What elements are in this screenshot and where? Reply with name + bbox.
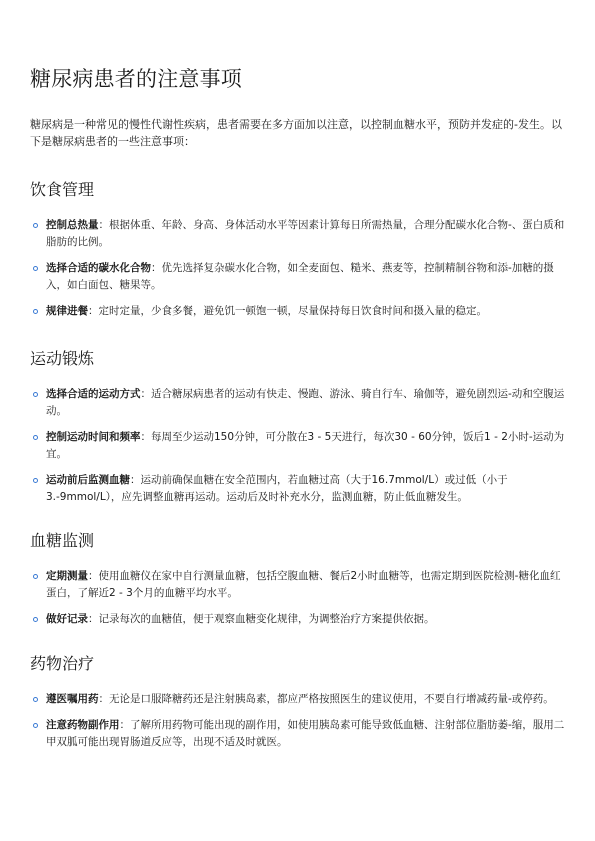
- list-item: [30, 386, 565, 420]
- section-heading-diet: 饮食管理: [30, 180, 95, 199]
- item-label: 选择合适的碳水化合物: [46, 262, 151, 274]
- list-glucose-monitoring: [30, 568, 565, 628]
- section-medication: [30, 654, 565, 751]
- list-item: [30, 717, 565, 751]
- intro-paragraph: 糖尿病是一种常见的慢性代谢性疾病，患者需要在多方面加以注意，以控制血糖水平，预防并发症的-发生。以下是糖尿病患者的一些注意事项：: [30, 118, 562, 148]
- list-item: [30, 217, 565, 251]
- item-label: 选择合适的运动方式: [46, 388, 141, 400]
- item-label: 规律进餐: [46, 305, 88, 317]
- item-label: 遵医嘱用药: [46, 693, 99, 705]
- item-text: ：每周至少运动150分钟，可分散在3 - 5天进行，每次30 - 60分钟，饭后1 - 2小时-运动为宜。: [46, 431, 565, 460]
- list-item: [30, 303, 565, 320]
- item-text: ：运动前确保血糖在安全范围内，若血糖过高（大于16.7mmol/L）或过低（小于3.-9mmol/L），应先调整血糖再运动。运动后及时补充水分，监测血糖，防止低血糖发生。: [46, 474, 508, 503]
- list-exercise: [30, 386, 565, 506]
- item-label: 做好记录: [46, 613, 88, 625]
- list-diet: [30, 217, 565, 320]
- item-text: ：使用血糖仪在家中自行测量血糖，包括空腹血糖、餐后2小时血糖等，也需定期到医院检测-糖化血红蛋白，了解近2 - 3个月的血糖平均水平。: [46, 570, 561, 599]
- item-text: ：优先选择复杂碳水化合物，如全麦面包、糙米、燕麦等，控制精制谷物和添-加糖的摄入，如白面包、糖果等。: [46, 262, 554, 291]
- section-exercise: [30, 349, 565, 506]
- item-label: 控制总热量: [46, 219, 99, 231]
- section-heading-glucose-monitoring: 血糖监测: [30, 531, 95, 550]
- list-item: [30, 260, 565, 294]
- list-item: [30, 429, 565, 463]
- list-item: [30, 472, 565, 506]
- section-diet: [30, 180, 565, 320]
- list-item: [30, 568, 565, 602]
- section-heading-exercise: 运动锻炼: [30, 349, 95, 368]
- item-label: 注意药物副作用: [46, 719, 120, 731]
- item-label: 定期测量: [46, 570, 88, 582]
- item-label: 控制运动时间和频率: [46, 431, 141, 443]
- item-text: ：无论是口服降糖药还是注射胰岛素，都应严格按照医生的建议使用，不要自行增减药量-或停药。: [98, 693, 554, 705]
- item-text: ：了解所用药物可能出现的副作用，如使用胰岛素可能导致低血糖、注射部位脂肪萎-缩，服用二甲双胍可能出现胃肠道反应等，出现不适及时就医。: [46, 719, 565, 748]
- item-text: ：根据体重、年龄、身高、身体活动水平等因素计算每日所需热量，合理分配碳水化合物-、蛋白质和脂肪的比例。: [46, 219, 565, 248]
- page-title: 糖尿病患者的注意事项: [30, 67, 242, 91]
- list-item: [30, 691, 565, 708]
- item-label: 运动前后监测血糖: [46, 474, 130, 486]
- item-text: ：适合糖尿病患者的运动有快走、慢跑、游泳、骑自行车、瑜伽等，避免剧烈运-动和空腹运动。: [46, 388, 565, 417]
- section-heading-medication: 药物治疗: [30, 654, 95, 673]
- item-text: ：定时定量，少食多餐，避免饥一顿饱一顿，尽量保持每日饮食时间和摄入量的稳定。: [88, 305, 487, 317]
- item-text: ：记录每次的血糖值，便于观察血糖变化规律，为调整治疗方案提供依据。: [88, 613, 435, 625]
- list-medication: [30, 691, 565, 751]
- list-item: [30, 611, 565, 628]
- section-glucose-monitoring: [30, 531, 565, 628]
